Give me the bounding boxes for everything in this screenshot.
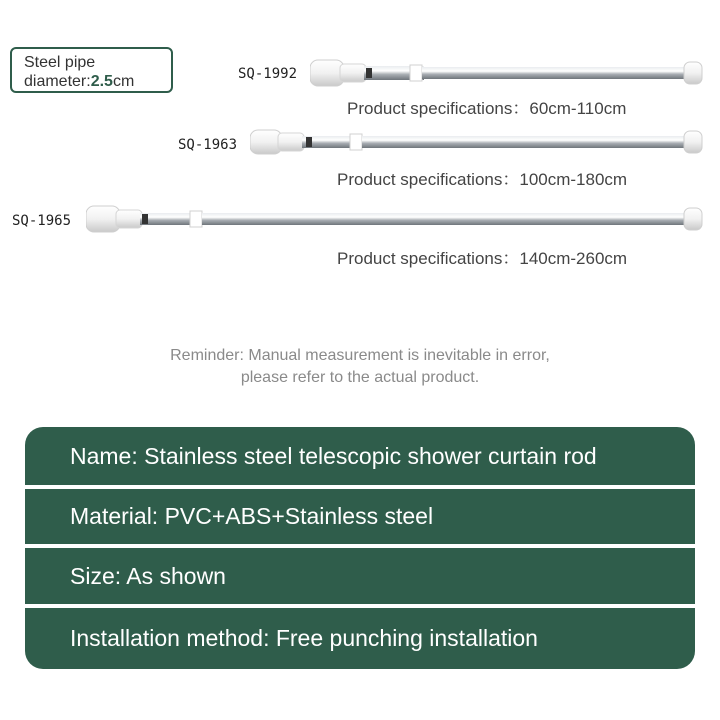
model-label-sq-1992: SQ-1992	[238, 66, 298, 82]
info-material-text: Material: PVC+ABS+Stainless steel	[70, 503, 434, 529]
measurement-reminder	[0, 345, 720, 389]
info-row-name	[25, 427, 695, 485]
rod-sq-1965	[86, 204, 706, 236]
diameter-label: Steel pipe	[24, 54, 96, 71]
info-installation-text: Installation method: Free punching installation	[70, 625, 538, 651]
info-name-text: Name: Stainless steel telescopic shower curtain rod	[70, 442, 597, 469]
model-label-sq-1963: SQ-1963	[178, 137, 238, 153]
diameter-value: 2.5	[90, 73, 113, 90]
product-info-panel	[25, 427, 695, 669]
spec-sq-1965: Product specifications：140cm-260cm	[337, 249, 628, 268]
reminder-line-2: please refer to the actual product.	[240, 369, 480, 386]
info-row-size	[25, 548, 695, 604]
info-row-material	[25, 489, 695, 544]
model-label-sq-1965: SQ-1965	[12, 213, 72, 229]
info-row-installation	[25, 608, 695, 669]
reminder-line-1: Reminder: Manual measurement is inevitable in error,	[170, 347, 550, 364]
rod-sq-1992	[310, 58, 705, 90]
spec-sq-1992: Product specifications：60cm-110cm	[347, 99, 627, 118]
diameter-unit: cm	[112, 73, 135, 90]
diameter-prefix: diameter:	[24, 73, 91, 90]
pipe-diameter-callout	[10, 47, 173, 93]
info-size-text: Size: As shown	[70, 562, 226, 589]
rod-sq-1963	[250, 128, 705, 158]
spec-sq-1963: Product specifications：100cm-180cm	[337, 170, 628, 189]
